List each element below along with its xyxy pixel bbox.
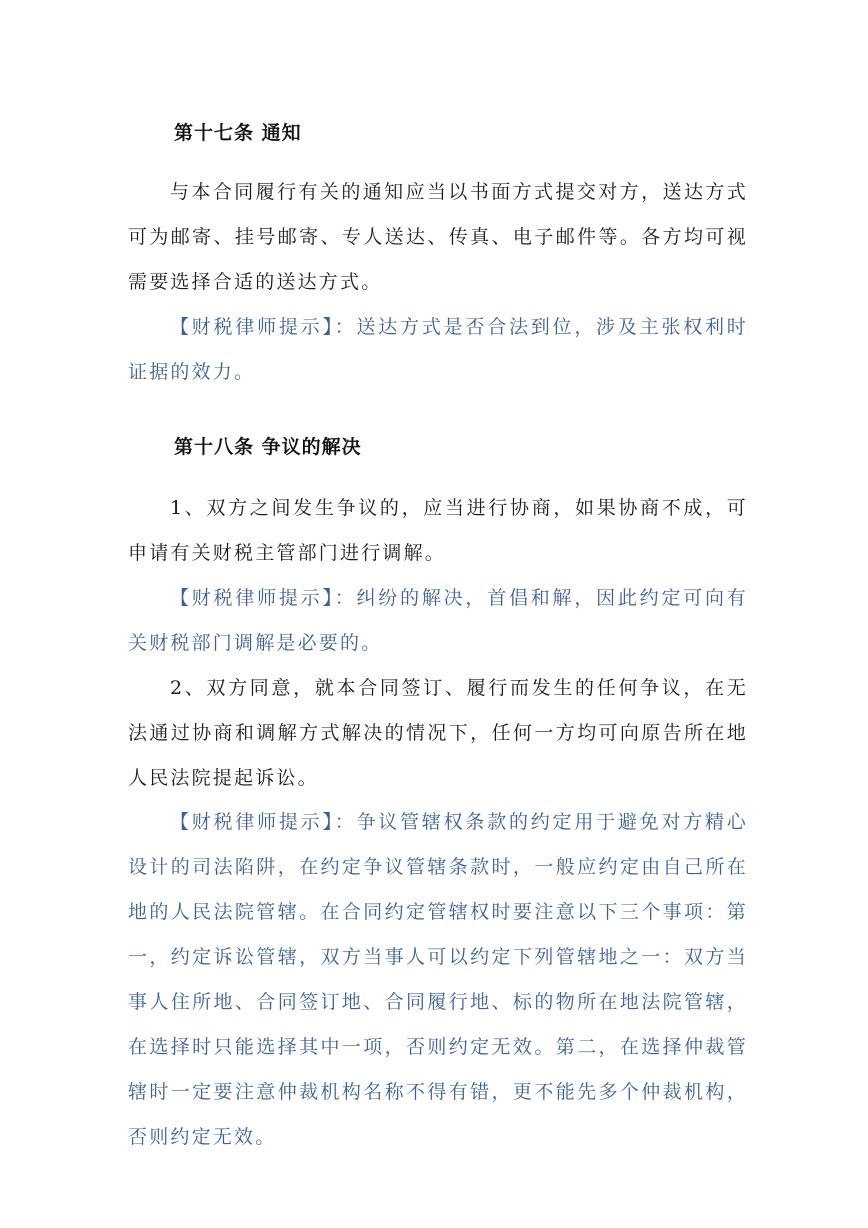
article-17-heading: 第十七条 通知 — [174, 122, 302, 144]
article-18-clause-1: 1、双方之间发生争议的，应当进行协商，如果协商不成，可申请有关财税主管部门进行调解。 — [128, 497, 748, 564]
article-18-heading: 第十八条 争议的解决 — [174, 436, 362, 458]
article-18-lawyer-tip-1: 【财税律师提示】：纠纷的解决，首倡和解，因此约定可向有关财税部门调解是必要的。 — [128, 587, 748, 654]
article-17-body: 与本合同履行有关的通知应当以书面方式提交对方，送达方式可为邮寄、挂号邮寄、专人送达、传真、电子邮件等。各方均可视需要选择合适的送达方式。 — [128, 181, 748, 293]
article-18-lawyer-tip-2: 【财税律师提示】：争议管辖权条款的约定用于避免对方精心设计的司法陷阱，在约定争议管辖条款时，一般应约定由自己所在地的人民法院管辖。在合同约定管辖权时要注意以下三个事项：第一，约定诉讼管辖，双方当事人可以约定下列管辖地之一：双方当事人住所地、合同签订地、合同履行地、标的物所在地法院管辖，在选择时只能选择其中一项，否则约定无效。第二，在选择仲裁管辖时一定要注意仲裁机构名称不得有错，更不能先多个仲裁机构，否则约定无效。 — [128, 811, 748, 1148]
article-18-clause-2: 2、双方同意，就本合同签订、履行而发生的任何争议，在无法通过协商和调解方式解决的情况下，任何一方均可向原告所在地人民法院提起诉讼。 — [128, 677, 748, 789]
article-17-lawyer-tip: 【财税律师提示】：送达方式是否合法到位，涉及主张权利时证据的效力。 — [128, 316, 748, 383]
